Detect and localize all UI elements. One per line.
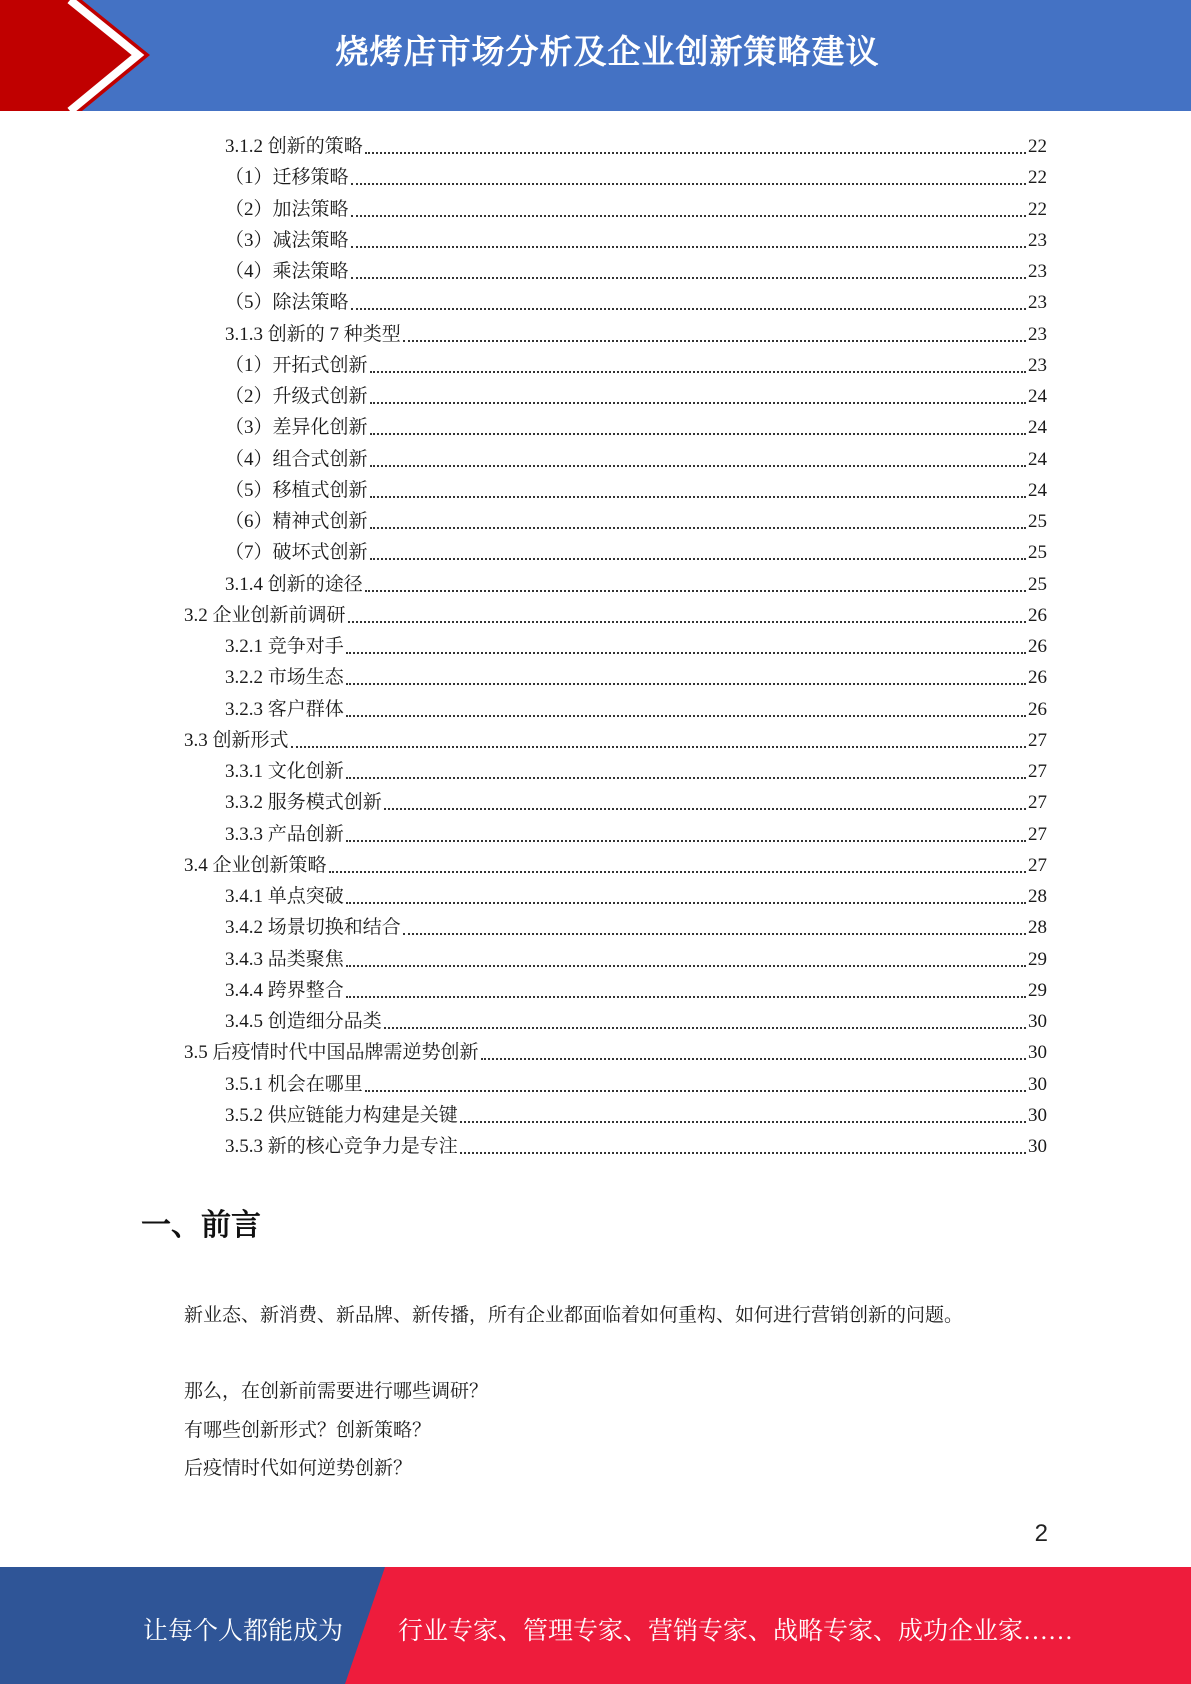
toc-entry[interactable]	[225, 659, 1047, 690]
toc-entry-label: （5）除法策略	[225, 292, 349, 314]
toc-entry-label: 3.5.2 供应链能力构建是关键	[225, 1104, 458, 1126]
toc-entry-page: 26	[1028, 698, 1047, 720]
toc-dot-leader	[346, 675, 1026, 685]
toc-entry-label: （3）减法策略	[225, 229, 349, 251]
toc-entry[interactable]	[225, 972, 1047, 1003]
toc-entry-page: 24	[1028, 448, 1047, 470]
toc-entry-page: 25	[1028, 511, 1047, 532]
toc-dot-leader	[291, 738, 1026, 748]
toc-entry-page: 27	[1028, 729, 1047, 751]
toc-entry-page: 27	[1028, 854, 1047, 876]
toc-dot-leader	[370, 550, 1026, 560]
toc-entry-label: 3.2.3 客户群体	[225, 698, 344, 720]
toc-entry[interactable]	[225, 441, 1047, 472]
toc-dot-leader	[365, 1082, 1026, 1092]
toc-dot-leader	[370, 425, 1026, 435]
toc-entry-page: 24	[1028, 479, 1047, 501]
toc-entry[interactable]	[225, 753, 1047, 784]
toc-entry-label: （4）乘法策略	[225, 261, 349, 282]
preface-paragraph-1: 新业态、新消费、新品牌、新传播，所有企业都面临着如何重构、如何进行营销创新的问题。	[184, 1305, 964, 1326]
toc-entry-label: 3.3.1 文化创新	[225, 761, 344, 782]
toc-entry-label: 3.1.4 创新的途径	[225, 573, 363, 595]
toc-dot-leader	[346, 707, 1026, 717]
toc-entry[interactable]	[184, 847, 1047, 878]
toc-dot-leader	[351, 207, 1026, 217]
toc-dot-leader	[346, 988, 1026, 998]
toc-dot-leader	[329, 863, 1026, 873]
toc-entry-page: 30	[1028, 1136, 1047, 1157]
toc-entry-page: 26	[1028, 636, 1047, 657]
toc-dot-leader	[351, 175, 1026, 185]
preface-heading: 一、前言	[141, 1208, 261, 1243]
toc-entry[interactable]	[225, 378, 1047, 409]
toc-entry-label: 3.4.4 跨界整合	[225, 979, 344, 1001]
toc-dot-leader	[346, 957, 1026, 967]
document-title: 烧烤店市场分析及企业创新策略建议	[335, 32, 880, 71]
toc-entry[interactable]	[225, 284, 1047, 315]
toc-entry[interactable]	[225, 566, 1047, 597]
toc-entry-page: 23	[1028, 261, 1047, 282]
toc-entry-label: （1）迁移策略	[225, 167, 349, 189]
footer-slogan-right: 行业专家、管理专家、营销专家、战略专家、成功企业家……	[398, 1618, 1074, 1645]
toc-entry-label: （7）破坏式创新	[225, 542, 368, 564]
toc-entry-label: 3.4.3 品类聚焦	[225, 948, 344, 970]
toc-entry-label: （6）精神式创新	[225, 511, 368, 532]
toc-entry[interactable]	[225, 1128, 1047, 1159]
toc-dot-leader	[403, 332, 1026, 342]
toc-entry[interactable]	[225, 347, 1047, 378]
toc-dot-leader	[348, 613, 1026, 623]
toc-entry-page: 28	[1028, 886, 1047, 907]
toc-entry-label: 3.5.3 新的核心竞争力是专注	[225, 1136, 458, 1157]
toc-dot-leader	[346, 832, 1026, 842]
toc-entry-label: （4）组合式创新	[225, 448, 368, 470]
toc-entry-label: （5）移植式创新	[225, 479, 368, 501]
toc-entry-page: 25	[1028, 573, 1047, 595]
toc-entry-label: （2）加法策略	[225, 198, 349, 220]
toc-entry[interactable]	[225, 191, 1047, 222]
footer-slogan-left: 让每个人都能成为	[143, 1618, 344, 1645]
toc-entry-page: 23	[1028, 354, 1047, 376]
toc-dot-leader	[365, 144, 1026, 154]
preface-paragraph-4: 后疫情时代如何逆势创新？	[184, 1458, 413, 1479]
toc-entry-page: 23	[1028, 323, 1047, 345]
toc-dot-leader	[346, 894, 1026, 904]
toc-entry[interactable]	[225, 253, 1047, 284]
preface-paragraph-2: 那么，在创新前需要进行哪些调研？	[184, 1381, 489, 1402]
toc-dot-leader	[346, 769, 1026, 779]
toc-entry-label: 3.5 后疫情时代中国品牌需逆势创新	[184, 1042, 479, 1064]
toc-entry-label: 3.4.1 单点突破	[225, 886, 344, 907]
toc-dot-leader	[370, 519, 1026, 529]
toc-entry-page: 23	[1028, 292, 1047, 314]
toc-dot-leader	[365, 582, 1026, 592]
toc-entry-page: 27	[1028, 761, 1047, 782]
toc-dot-leader	[384, 1019, 1026, 1029]
toc-entry-label: 3.5.1 机会在哪里	[225, 1073, 363, 1095]
toc-entry[interactable]	[225, 941, 1047, 972]
toc-entry-page: 28	[1028, 917, 1047, 939]
toc-entry[interactable]	[225, 878, 1047, 909]
toc-dot-leader	[370, 488, 1026, 498]
toc-entry[interactable]	[225, 316, 1047, 347]
toc-entry[interactable]	[225, 909, 1047, 940]
toc-dot-leader	[370, 457, 1026, 467]
toc-entry-label: 3.2.1 竞争对手	[225, 636, 344, 657]
toc-entry-page: 23	[1028, 229, 1047, 251]
toc-entry[interactable]	[225, 159, 1047, 190]
toc-entry-label: 3.2.2 市场生态	[225, 667, 344, 689]
toc-entry-page: 22	[1028, 136, 1047, 157]
toc-entry[interactable]	[225, 222, 1047, 253]
toc-entry-label: 3.3 创新形式	[184, 729, 289, 751]
toc-entry-label: （1）开拓式创新	[225, 354, 368, 376]
toc-dot-leader	[481, 1050, 1026, 1060]
toc-entry[interactable]	[225, 503, 1047, 534]
toc-dot-leader	[460, 1113, 1026, 1123]
toc-entry[interactable]	[225, 784, 1047, 815]
toc-entry-label: 3.2 企业创新前调研	[184, 604, 346, 626]
toc-entry-page: 27	[1028, 792, 1047, 814]
toc-dot-leader	[384, 800, 1026, 810]
toc-entry-page: 27	[1028, 823, 1047, 845]
toc-entry-page: 29	[1028, 979, 1047, 1001]
toc-dot-leader	[346, 644, 1026, 654]
toc-entry-page: 29	[1028, 948, 1047, 970]
footer-banner	[0, 1567, 1191, 1684]
preface-paragraph-3: 有哪些创新形式？创新策略？	[184, 1420, 432, 1441]
toc-dot-leader	[351, 300, 1026, 310]
toc-entry[interactable]	[184, 597, 1047, 628]
toc-entry-label: 3.3.2 服务模式创新	[225, 792, 382, 814]
toc-entry-label: 3.3.3 产品创新	[225, 823, 344, 845]
toc-entry-page: 24	[1028, 417, 1047, 439]
toc-dot-leader	[351, 238, 1026, 248]
toc-entry[interactable]	[225, 628, 1047, 659]
toc-entry[interactable]	[225, 816, 1047, 847]
toc-dot-leader	[403, 925, 1026, 935]
toc-dot-leader	[460, 1144, 1026, 1154]
toc-entry-page: 30	[1028, 1073, 1047, 1095]
toc-entry[interactable]	[184, 1034, 1047, 1065]
toc-entry-label: 3.4 企业创新策略	[184, 854, 327, 876]
toc-entry-label: （3）差异化创新	[225, 417, 368, 439]
toc-entry-page: 22	[1028, 167, 1047, 189]
toc-entry-page: 30	[1028, 1104, 1047, 1126]
toc-entry-page: 25	[1028, 542, 1047, 564]
toc-entry-page: 26	[1028, 604, 1047, 626]
toc-dot-leader	[351, 269, 1026, 279]
toc-entry-page: 24	[1028, 386, 1047, 407]
toc-entry-label: 3.4.2 场景切换和结合	[225, 917, 401, 939]
toc-entry-page: 26	[1028, 667, 1047, 689]
header-banner	[0, 0, 1191, 111]
toc-dot-leader	[370, 394, 1026, 404]
toc-entry[interactable]	[225, 691, 1047, 722]
toc-entry-label: 3.1.3 创新的 7 种类型	[225, 323, 401, 345]
toc-entry-page: 22	[1028, 198, 1047, 220]
toc-entry[interactable]	[225, 472, 1047, 503]
toc-entry-page: 30	[1028, 1011, 1047, 1032]
toc-entry[interactable]	[225, 1066, 1047, 1097]
page-number: 2	[1034, 1520, 1048, 1547]
toc-dot-leader	[370, 363, 1026, 373]
toc-entry-label: 3.1.2 创新的策略	[225, 136, 363, 157]
toc-entry[interactable]	[225, 1097, 1047, 1128]
toc-entry[interactable]	[184, 722, 1047, 753]
toc-entry-label: 3.4.5 创造细分品类	[225, 1011, 382, 1032]
toc-entry[interactable]	[225, 534, 1047, 565]
toc-entry[interactable]	[225, 409, 1047, 440]
toc-entry-page: 30	[1028, 1042, 1047, 1064]
toc-entry[interactable]	[225, 128, 1047, 159]
toc-entry[interactable]	[225, 1003, 1047, 1034]
toc-entry-label: （2）升级式创新	[225, 386, 368, 407]
